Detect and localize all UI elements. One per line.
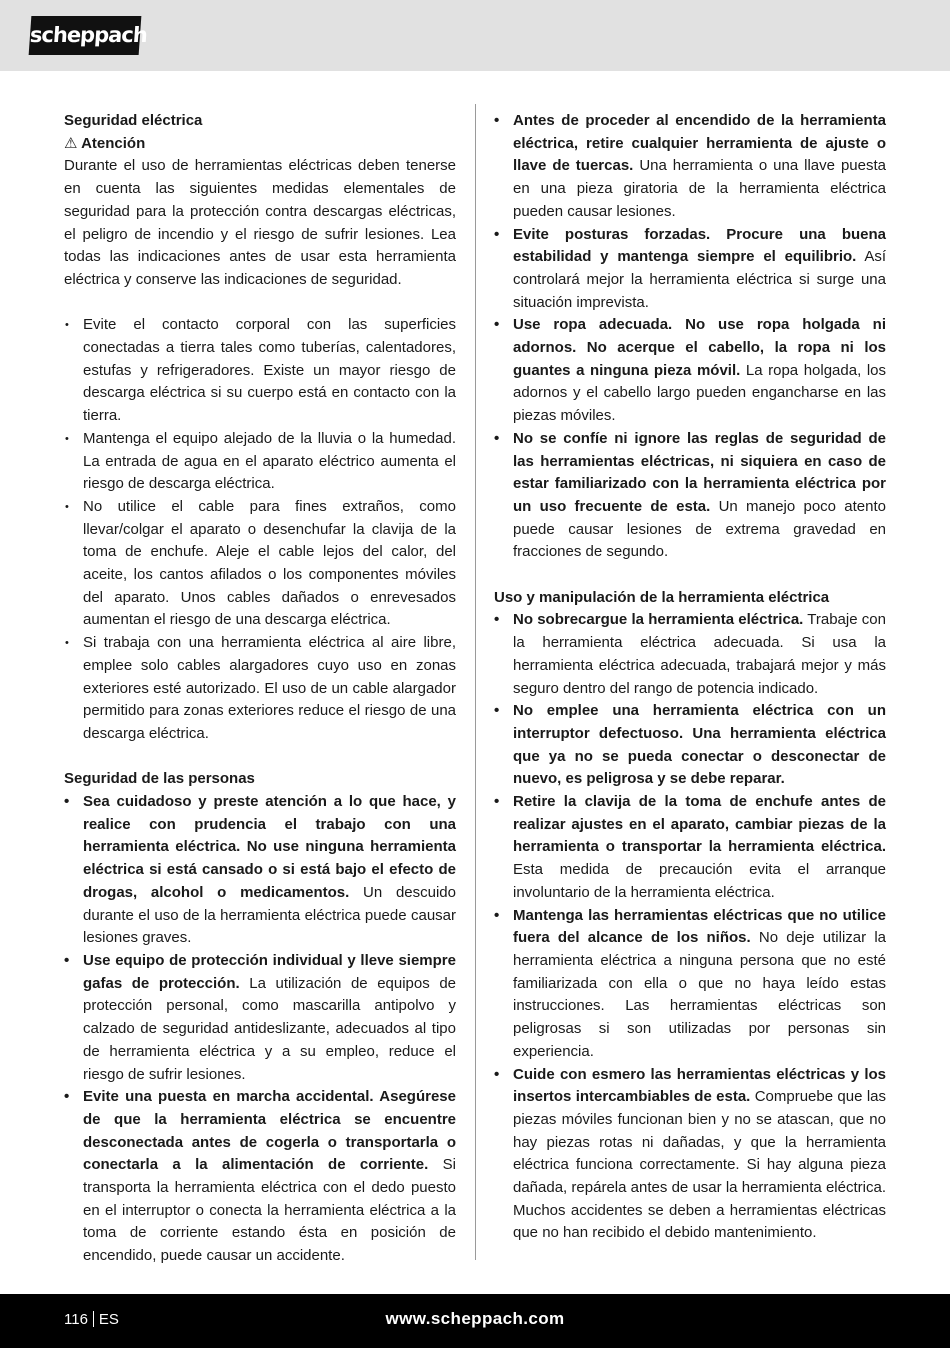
item-bold-text: Sea cuidadoso y preste atención a lo que hace, y realice con prudencia el trabajo con una herramienta eléctrica. No use ninguna herramienta eléctrica si está cansado o si está bajo el efecto de drogas, alcohol o medicamentos. xyxy=(83,793,456,901)
item-text: Un manejo poco atento puede causar lesiones de extrema gravedad en fracciones de segundo. xyxy=(513,497,886,561)
list-item xyxy=(64,950,456,1086)
item-bold-text: Evite posturas forzadas. Procure una buena estabilidad y mantenga siempre el equilibrio. xyxy=(513,225,886,266)
personal-safety-list xyxy=(64,791,456,1268)
section-title-tool-use: Uso y manipulación de la herramienta eléctrica xyxy=(494,588,830,606)
list-item xyxy=(64,791,456,950)
list-item xyxy=(494,224,886,315)
item-text: Si transporta la herramienta eléctrica con el dedo puesto en el interruptor o conecta la herramienta eléctrica a la toma de corriente estando ésta en posición de encendido, puede causar un accidente. xyxy=(83,1156,457,1265)
list-item: • No utilice el cable para fines extraños, como llevar/colgar el aparato o desenchufar la clavija de la toma de enchufe. Aleje el cable lejos del calor, del aceite, los cantos afilados o los componentes móviles del aparato. Unos cables dañados o enrevesados aumentan el riesgo de una descarga eléctrica. xyxy=(64,496,456,632)
item-text: Una herramienta o una llave puesta en una pieza giratoria de la herramienta eléctrica pueden causar lesiones. xyxy=(513,157,886,220)
item-bold-text: Use equipo de protección individual y lleve siempre gafas de protección. xyxy=(83,951,456,992)
item-text: No deje utilizar la herramienta eléctrica a ninguna persona que no esté familiarizada con ella o que no haya leído estas instrucciones. Las herramientas eléctricas son peligrosas si son utilizadas por personas sin experiencia. xyxy=(513,929,886,1060)
item-text: Compruebe que las piezas móviles funcionan bien y no se atascan, que no hay piezas rotas ni dañadas, y que la herramienta eléctrica funciona correctamente. Si hay alguna pieza dañada, repárela antes de usar la herramienta eléctrica. Muchos accidentes se deben a herramientas eléctricas que no han recibido el debido mantenimiento. xyxy=(513,1088,886,1242)
item-text: La utilización de equipos de protección personal, como mascarilla antipolvo y calzado de seguridad antideslizante, adecuados al tipo de herramienta eléctrica y a su empleo, reduce el riesgo de sufrir lesiones. xyxy=(83,974,456,1083)
page-footer xyxy=(0,1294,950,1348)
list-item: • Evite el contacto corporal con las superficies conectadas a tierra tales como tuberías, calentadores, estufas y refrigeradores. Existe un mayor riesgo de descarga eléctrica si su cuerpo está en contacto con la tierra. xyxy=(64,314,456,428)
electrical-safety-list xyxy=(64,314,456,745)
item-text: La ropa holgada, los adornos y el cabello largo pueden engancharse en las piezas móviles. xyxy=(513,361,886,425)
item-text: Trabaje con la herramienta eléctrica adecuada. Si usa la herramienta eléctrica adecuada, trabajará mejor y más seguro dentro del rango de potencia indicado. xyxy=(513,611,886,697)
item-bold-text: No sobrecargue la herramienta eléctrica. xyxy=(513,611,804,629)
list-item xyxy=(494,905,886,1064)
item-bold-text: Antes de proceder al encendido de la herramienta eléctrica, retire cualquier herramienta de ajuste o llave de tuercas. xyxy=(513,112,886,175)
warning-label: Atención xyxy=(81,134,146,152)
list-item xyxy=(494,1064,886,1246)
personal-safety-list-continued xyxy=(494,110,886,564)
column-divider xyxy=(475,104,476,1260)
list-item xyxy=(64,1086,456,1268)
item-bold-text: No emplee una herramienta eléctrica con un interruptor defectuoso. Una herramienta eléctrica que ya no se pueda conectar o desconectar de nuevo, es peligrosa y se debe reparar. xyxy=(513,702,886,788)
right-column xyxy=(494,110,886,1245)
list-item xyxy=(494,791,886,905)
language-code: ES xyxy=(98,1311,119,1328)
intro-paragraph: Durante el uso de herramientas eléctricas deben tenerse en cuenta las siguientes medidas elementales de seguridad para la protección contra descargas eléctricas, el peligro de incendio y el riesgo de sufrir lesiones. Lea todas las indicaciones antes de usar esta herramienta eléctrica y conserve las indicaciones de seguridad. xyxy=(64,157,456,288)
tool-use-list xyxy=(494,609,886,1245)
list-item xyxy=(494,428,886,564)
left-column xyxy=(64,110,456,1268)
warning-triangle-icon: ⚠ xyxy=(64,134,78,152)
item-text: Un descuido durante el uso de la herramienta eléctrica puede causar lesiones graves. xyxy=(83,883,456,947)
list-item xyxy=(494,609,886,700)
page-number: 116 xyxy=(64,1311,88,1328)
list-item xyxy=(494,700,886,791)
website-url: www.scheppach.com xyxy=(385,1309,565,1328)
item-bold-text: Retire la clavija de la toma de enchufe antes de realizar ajustes en el aparato, cambiar piezas de la herramienta o transportar la herramienta eléctrica. xyxy=(513,793,886,856)
item-text: Esta medida de precaución evita el arranque involuntario de la herramienta eléctrica. xyxy=(513,861,886,901)
item-text: Así controlará mejor la herramienta eléctrica si surge una situación imprevista. xyxy=(513,248,887,311)
list-item: • Si trabaja con una herramienta eléctrica al aire libre, emplee solo cables alargadores cuyo uso en zonas exteriores esté autorizado. El uso de un cable alargador permitido para zonas exteriores reduce el riesgo de una descarga eléctrica. xyxy=(64,632,456,746)
item-bold-text: Cuide con esmero las herramientas eléctricas y los insertos intercambiables de esta. xyxy=(513,1065,886,1106)
brand-logo: scheppach xyxy=(29,16,142,55)
page-header xyxy=(0,0,950,71)
section-title-electrical-safety: Seguridad eléctrica xyxy=(64,112,203,129)
item-bold-text: Use ropa adecuada. No use ropa holgada ni adornos. No acerque el cabello, la ropa ni los guantes a ninguna pieza móvil. xyxy=(513,316,886,379)
section-title-personal-safety: Seguridad de las personas xyxy=(64,770,255,788)
item-bold-text: Evite una puesta en marcha accidental. Asegúrese de que la herramienta eléctrica se encuentre desconectada antes de cogerla o transportarla o conectarla a la alimentación de corriente. xyxy=(83,1088,456,1174)
list-item: • Mantenga el equipo alejado de la lluvia o la humedad. La entrada de agua en el aparato eléctrico aumenta el riesgo de descarga eléctrica. xyxy=(64,428,456,496)
warning-line xyxy=(64,133,456,156)
list-item xyxy=(494,110,886,224)
item-bold-text: No se confíe ni ignore las reglas de seguridad de las herramientas eléctricas, ni siquiera en caso de estar familiarizado con la herramienta eléctrica por un uso frecuente de esta. xyxy=(513,429,886,515)
item-bold-text: Mantenga las herramientas eléctricas que no utilice fuera del alcance de los niños. xyxy=(513,906,886,947)
list-item xyxy=(494,314,886,428)
